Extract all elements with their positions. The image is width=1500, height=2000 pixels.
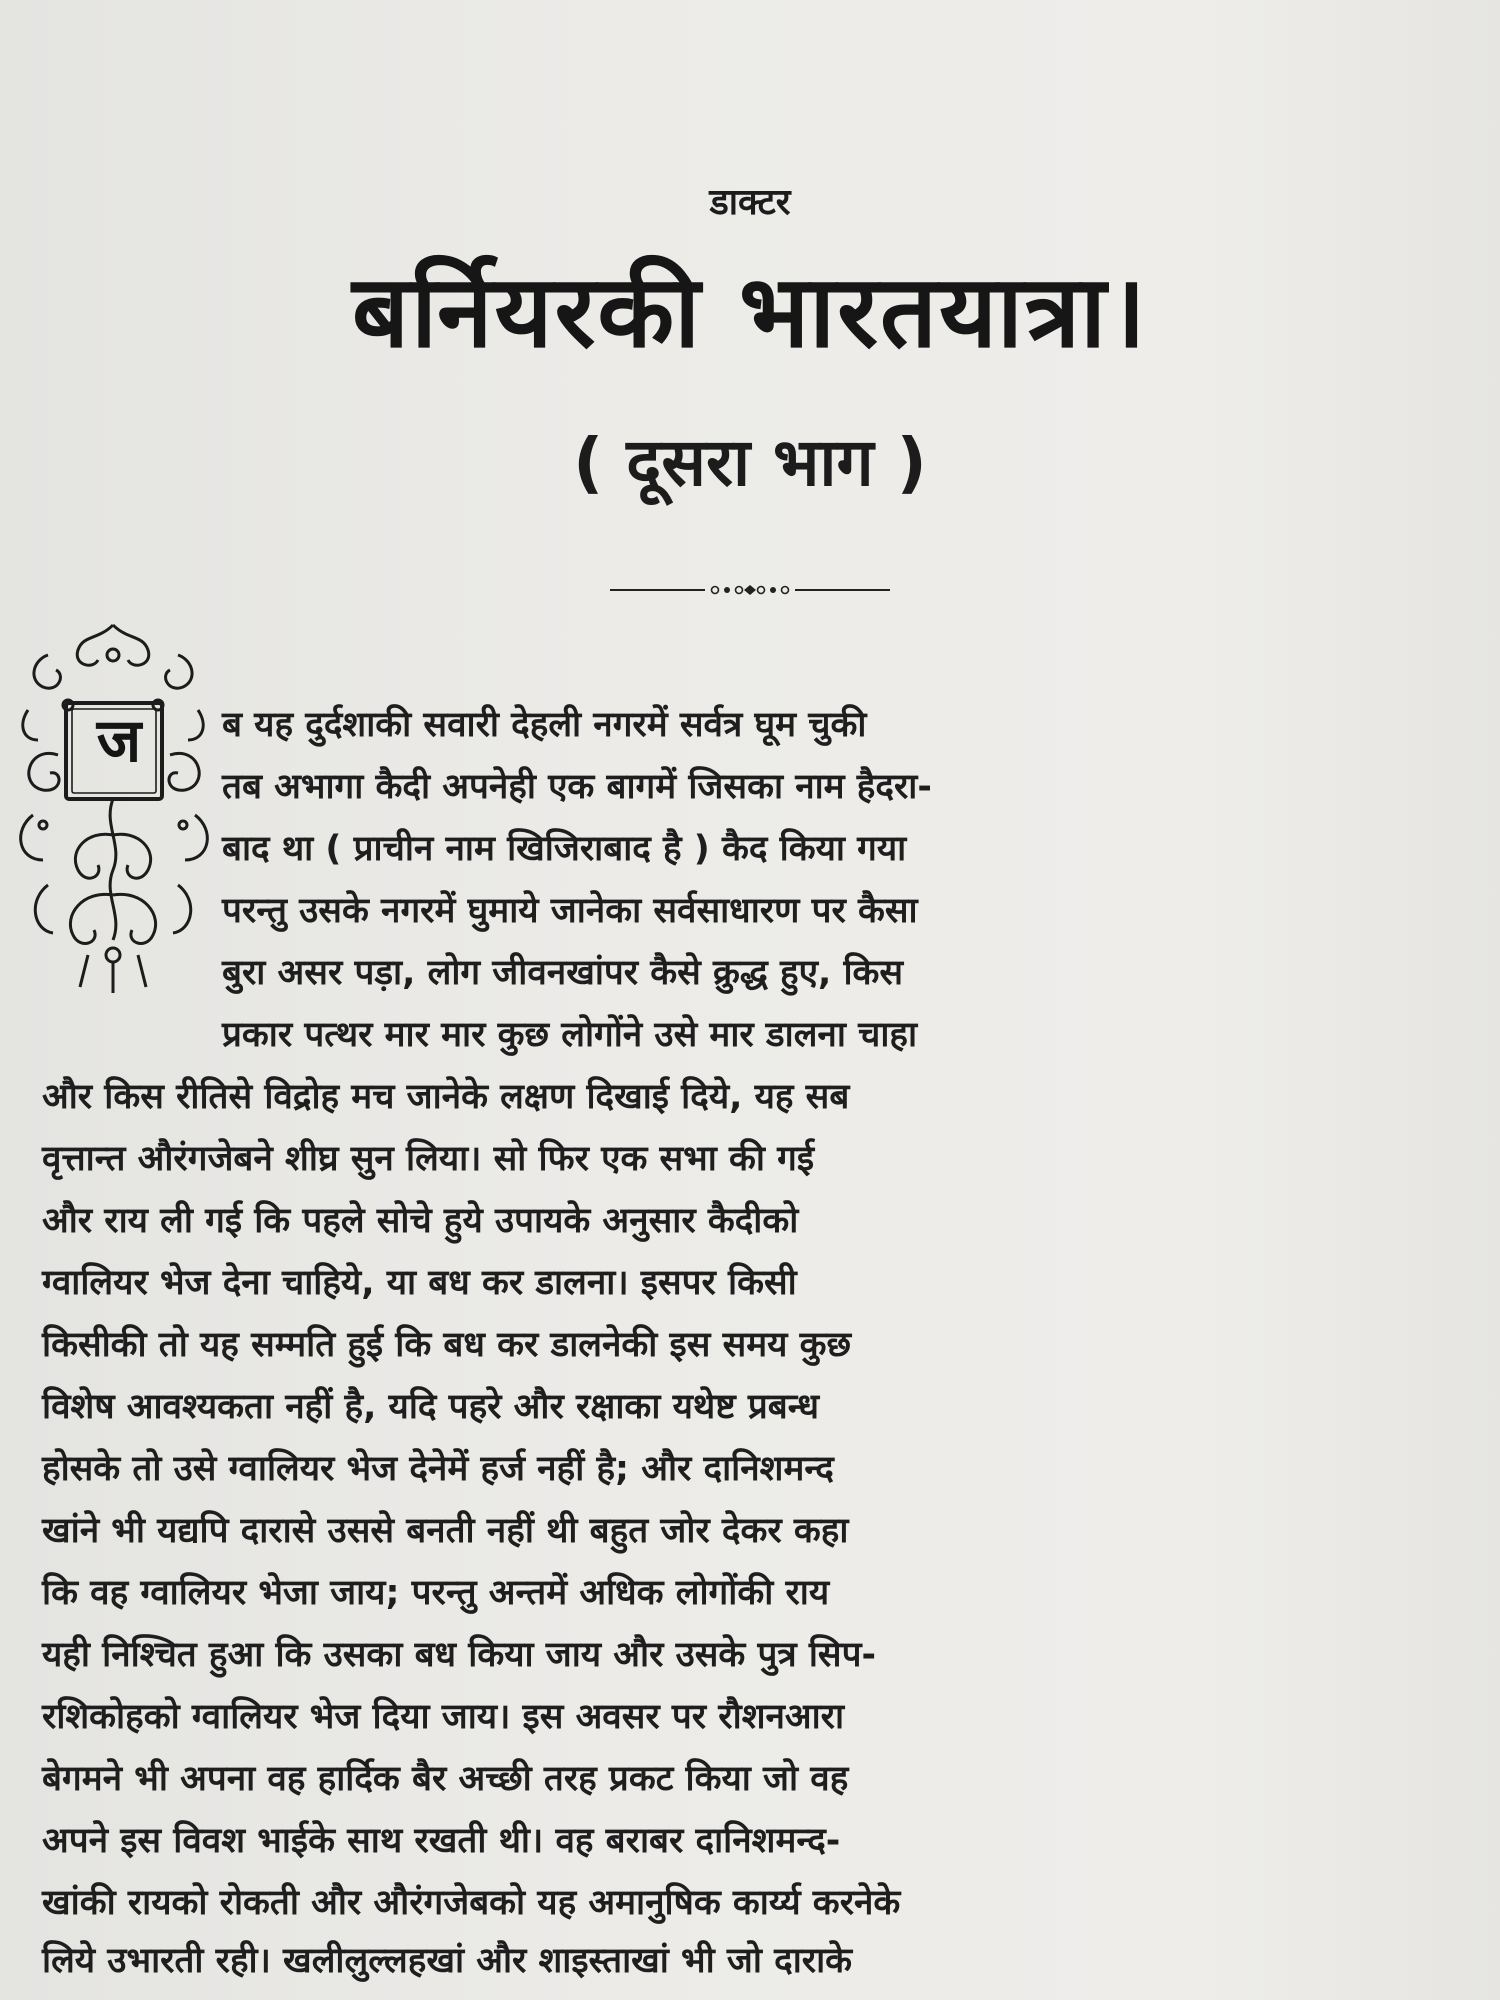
text-line: रशिकोहको ग्वालियर भेज दिया जाय। इस अवसर पर रौशनआरा	[42, 1697, 845, 1737]
text-line: और किस रीतिसे विद्रोह मच जानेके लक्षण दिखाई दिये, यह सब	[42, 1077, 850, 1117]
text-line: प्रकार पत्थर मार मार कुछ लोगोंने उसे मार डालना चाहा	[222, 1015, 918, 1055]
text-line: वृत्तान्त औरंगजेबने शीघ्र सुन लिया। सो फिर एक सभा की गई	[42, 1139, 815, 1179]
part-subtitle: ( दूसरा भाग )	[573, 424, 927, 501]
text-line: खांकी रायको रोकती और औरंगजेबको यह अमानुषिक कार्य्य करनेके	[42, 1883, 901, 1923]
text-line: परन्तु उसके नगरमें घुमाये जानेका सर्वसाधारण पर कैसा	[222, 891, 918, 931]
page-title: बर्नियरकी भारतयात्रा।	[352, 253, 1148, 370]
text-line: ग्वालियर भेज देना चाहिये, या बध कर डालना। इसपर किसी	[42, 1263, 797, 1303]
text-line: अपने इस विवश भाईके साथ रखती थी। वह बराबर दानिशमन्द-	[42, 1821, 841, 1861]
author-kicker: डाक्टर	[709, 182, 791, 223]
text-line: और राय ली गई कि पहले सोचे हुये उपायके अनुसार कैदीको	[42, 1201, 799, 1241]
text-line: ब यह दुर्दशाकी सवारी देहली नगरमें सर्वत्र घूम चुकी	[222, 705, 867, 745]
text-line: तब अभागा कैदी अपनेही एक बागमें जिसका नाम हैदरा-	[222, 767, 932, 807]
ornamental-divider-icon	[610, 582, 890, 598]
text-line: बेगमने भी अपना वह हार्दिक बैर अच्छी तरह प्रकट किया जो वह	[42, 1759, 849, 1799]
text-line: होसके तो उसे ग्वालियर भेज देनेमें हर्ज नहीं है; और दानिशमन्द	[42, 1449, 834, 1489]
text-line: खांने भी यद्यपि दारासे उससे बनती नहीं थी बहुत जोर देकर कहा	[42, 1511, 849, 1551]
text-line: बुरा असर पड़ा, लोग जीवनखांपर कैसे क्रुद्ध हुए, किस	[222, 953, 904, 993]
text-line: बाद था ( प्राचीन नाम खिजिराबाद है ) कैद किया गया	[222, 829, 907, 869]
text-line: किसीकी तो यह सम्मति हुई कि बध कर डालनेकी इस समय कुछ	[42, 1325, 852, 1365]
text-line: लिये उभारती रही। खलीलुल्लहखां और शाइस्ताखां भी जो दाराके	[42, 1941, 853, 1981]
text-line: कि वह ग्वालियर भेजा जाय; परन्तु अन्तमें अधिक लोगोंकी राय	[42, 1573, 830, 1613]
floral-dropcap-frame-icon	[8, 615, 218, 1000]
text-line: यही निश्चित हुआ कि उसका बध किया जाय और उसके पुत्र सिप-	[42, 1635, 877, 1675]
drop-cap-letter: ज	[96, 706, 142, 776]
text-line: विशेष आवश्यकता नहीं है, यदि पहरे और रक्षाका यथेष्ट प्रबन्ध	[42, 1387, 819, 1427]
